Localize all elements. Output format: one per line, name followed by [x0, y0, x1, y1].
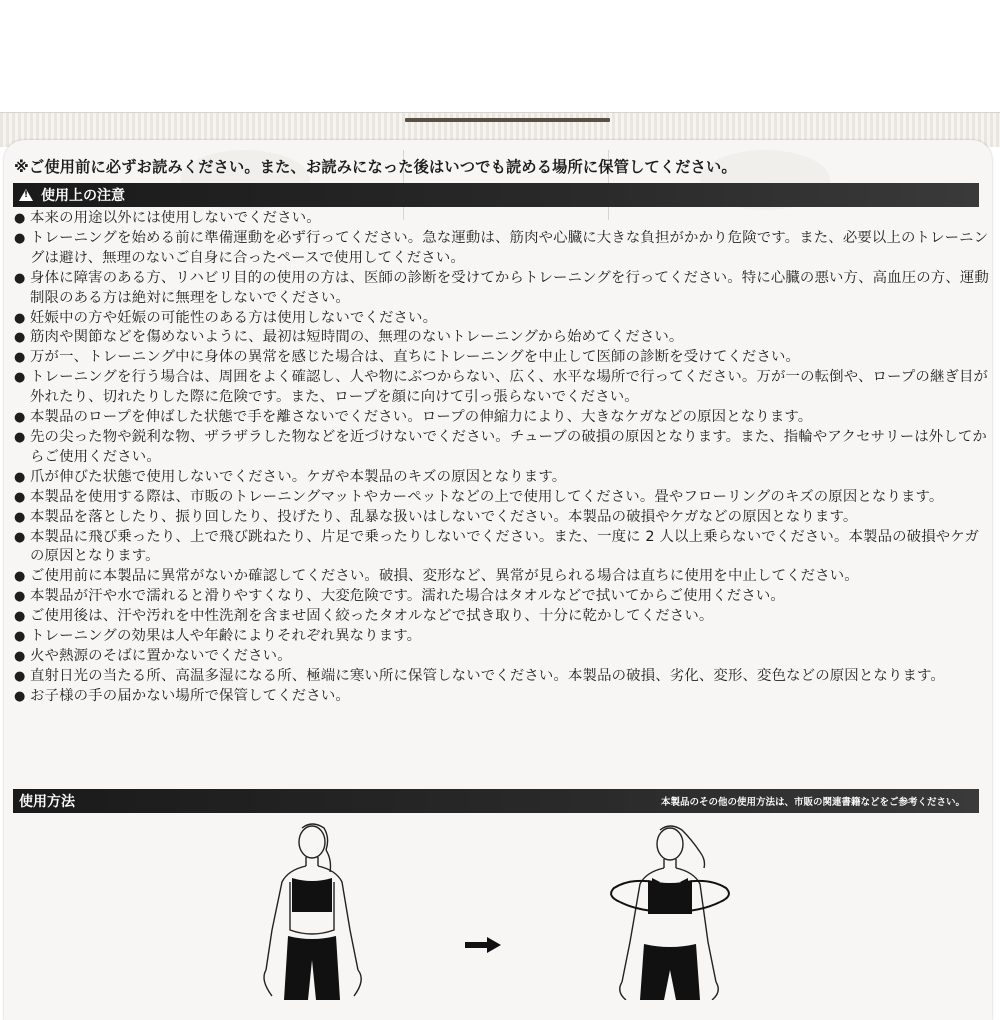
notice-text: ※ご使用前に必ずお読みください。また、お読みになった後はいつでも読める場所に保管してください。 — [14, 158, 737, 176]
caution-item: ● 先の尖った物や鋭利な物、ザラザラした物などを近づけないでください。チューブの破損の原因となります。また、指輪やアクセサリーは外してからご使用ください。 — [14, 428, 989, 468]
caution-item: ● 万が一、トレーニング中に身体の異常を感じた場合は、直ちにトレーニングを中止して医師の診断を受けてください。 — [14, 348, 989, 368]
caution-item: ● 本製品に飛び乗ったり、上で飛び跳ねたり、片足で乗ったりしないでください。また、一度に 2 人以上乗らないでください。本製品の破損やケガの原因となります。 — [14, 528, 989, 568]
warning-triangle-icon — [19, 189, 33, 201]
caution-item: ● トレーニングを始める前に準備運動を必ず行ってください。急な運動は、筋肉や心臓に大きな負担がかかり危険です。また、必要以上のトレーニングは避け、無理のないご自身に合ったペースで使用してください。 — [14, 229, 989, 269]
caution-item: ● 本製品を使用する際は、市販のトレーニングマットやカーペットなどの上で使用してください。畳やフローリングのキズの原因となります。 — [14, 488, 989, 508]
caution-list — [14, 209, 989, 707]
caution-item: ● 妊娠中の方や妊娠の可能性のある方は使用しないでください。 — [14, 309, 989, 329]
caution-title: 使用上の注意 — [41, 188, 125, 204]
caution-item: ● 身体に障害のある方、リハビリ目的の使用の方は、医師の診断を受けてからトレーニングを行ってください。特に心臓の悪い方、高血圧の方、運動制限のある方は絶対に無理をしないでください。 — [14, 269, 989, 309]
howto-note: 本製品のその他の使用方法は、市販の関連書籍などをご参考ください。 — [660, 797, 965, 808]
caution-item: ● トレーニングを行う場合は、周囲をよく確認し、人や物にぶつからない、広く、水平な場所で行ってください。万が一の転倒や、ロープの継ぎ目が外れたり、切れたりした際に危険です。また、ロープを顔に向けて引っ張らないでください。 — [14, 368, 989, 408]
howto-title: 使用方法 — [19, 794, 75, 810]
arrow-right-icon — [465, 937, 501, 953]
figure-twisting-woman — [600, 822, 750, 1000]
caution-item: ● 本製品が汗や水で濡れると滑りやすくなり、大変危険です。濡れた場合はタオルなどで拭いてからご使用ください。 — [14, 587, 989, 607]
figure-standing-woman — [250, 820, 380, 1000]
caution-item: ● 直射日光の当たる所、高温多湿になる所、極端に寒い所に保管しないでください。本製品の破損、劣化、変形、変色などの原因となります。 — [14, 667, 989, 687]
caution-header — [13, 183, 979, 207]
howto-header — [13, 789, 979, 813]
caution-item: ● ご使用後は、汗や汚れを中性洗剤を含ませ固く絞ったタオルなどで拭き取り、十分に乾かしてください。 — [14, 607, 989, 627]
caution-item: ● 筋肉や関節などを傷めないように、最初は短時間の、無理のないトレーニングから始めてください。 — [14, 328, 989, 348]
caution-item: ● 本製品を落としたり、振り回したり、投げたり、乱暴な扱いはしないでください。本製品の破損やケガなどの原因となります。 — [14, 508, 989, 528]
caution-item: ● 爪が伸びた状態で使用しないでください。ケガや本製品のキズの原因となります。 — [14, 468, 989, 488]
caution-item: ● ご使用前に本製品に異常がないか確認してください。破損、変形など、異常が見られる場合は直ちに使用を中止してください。 — [14, 567, 989, 587]
caution-item: ● 本来の用途以外には使用しないでください。 — [14, 209, 989, 229]
caution-item: ● 本製品のロープを伸ばした状態で手を離さないでください。ロープの伸縮力により、大きなケガなどの原因となります。 — [14, 408, 989, 428]
caution-item: ● トレーニングの効果は人や年齢によりそれぞれ異なります。 — [14, 627, 989, 647]
caution-item: ● 火や熱源のそばに置かないでください。 — [14, 647, 989, 667]
caution-item: ● お子様の手の届かない場所で保管してください。 — [14, 687, 989, 707]
cardboard-slot — [405, 118, 610, 122]
